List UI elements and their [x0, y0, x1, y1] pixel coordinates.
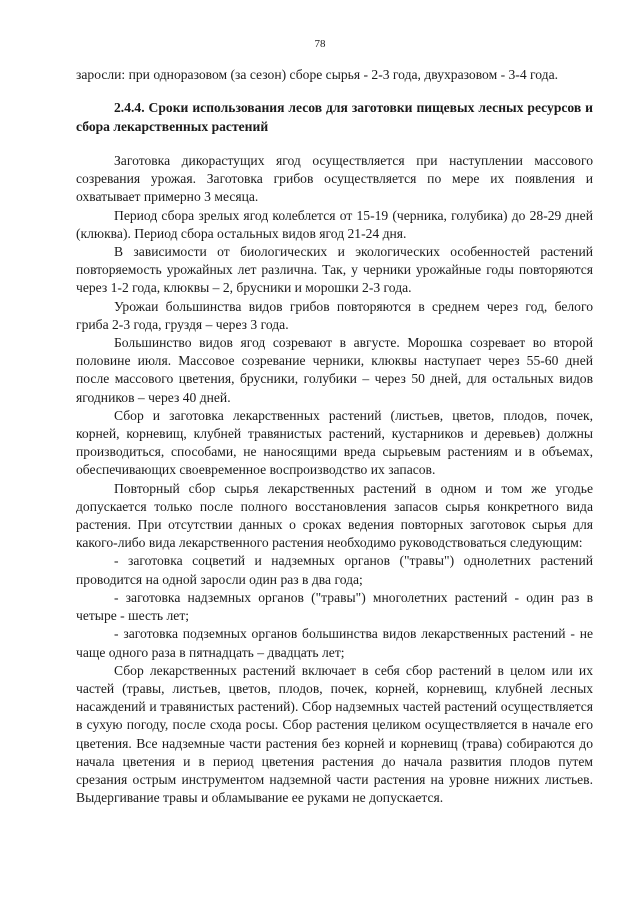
paragraph-yield-frequency: В зависимости от биологических и экологических особенностей растений повторяемость урожайных лет различна. Так, у черники урожайные годы повторяются через 1-2 года, клюквы – 2, брусники и морошки 2-3 года.	[76, 244, 593, 296]
paragraph-ripening-times: Большинство видов ягод созревают в августе. Морошка созревает во второй половине июля. Массовое созревание черники, клюквы наступает через 55-60 дней после массового цветения, брусники, голубики – через 50 дней, для остальных видов ягодников – через 40 дней.	[76, 335, 593, 405]
paragraph-mushroom-yield: Урожаи большинства видов грибов повторяются в среднем через год, белого гриба 2-3 года, груздя – через 3 года.	[76, 298, 593, 332]
paragraph-berry-harvest-start: Заготовка дикорастущих ягод осуществляется при наступлении массового созревания урожая. Заготовка грибов осуществляется по мере их появления и охватывает примерно 3 месяца.	[76, 153, 593, 205]
page-content	[76, 66, 593, 807]
list-item-perennial-plants: - заготовка надземных органов ("травы") многолетних растений - один раз в четыре - шесть лет;	[76, 589, 593, 624]
page-number: 78	[314, 38, 326, 50]
paragraph-repeat-collection: Повторный сбор сырья лекарственных растений в одном и том же угодье допускается только после полного восстановления запасов сырья конкретного вида растения. При отсутствии данных о сроках ведения повторных заготовок сырья для какого-либо вида лекарственного растения необходимо руководствоваться следующим:	[76, 480, 593, 551]
paragraph-berry-harvest-period: Период сбора зрелых ягод колеблется от 15-19 (черника, голубика) до 28-29 дней (клюква). Период сбора остальных видов ягод 21-24 дня.	[76, 207, 593, 241]
list-item-annual-plants: - заготовка соцветий и надземных органов ("травы") однолетних растений проводится на одной заросли один раз в два года;	[76, 553, 593, 587]
paragraph-collection-method: Сбор лекарственных растений включает в себя сбор растений в целом или их частей (травы, листьев, цветов, плодов, почек, корней, корневищ, клубней лесных насаждений и травянистых растений). Сбор надземных частей растений осуществляется в сухую погоду, после схода росы. Сбор растения целиком осуществляется в начале его цветения. Все надземные части растения без корней и корневищ (трава) собираются до начала цветения и в период цветения растения до начала развития плодов путем срезания острым инструментом надземной части растения на уровне нижних листьев. Выдергивание травы и обламывание ее руками не допускается.	[76, 662, 593, 806]
continuation-paragraph: заросли: при одноразовом (за сезон) сборе сырья - 2-3 года, двухразовом - 3-4 года.	[76, 67, 559, 82]
section-heading: 2.4.4. Сроки использования лесов для заготовки пищевых лесных ресурсов и сбора лекарственных растений	[76, 100, 593, 134]
paragraph-medicinal-collection: Сбор и заготовка лекарственных растений (листьев, цветов, плодов, почек, корней, корневищ, клубней травянистых растений, кустарников и деревьев) должны производиться, способами, не наносящими вреда сырьевым растениям и в объемах, обеспечивающих своевременное воспроизводство их запасов.	[76, 407, 593, 478]
list-item-underground-organs: - заготовка подземных органов большинства видов лекарственных растений - не чаще одного раза в пятнадцать – двадцать лет;	[76, 626, 593, 660]
